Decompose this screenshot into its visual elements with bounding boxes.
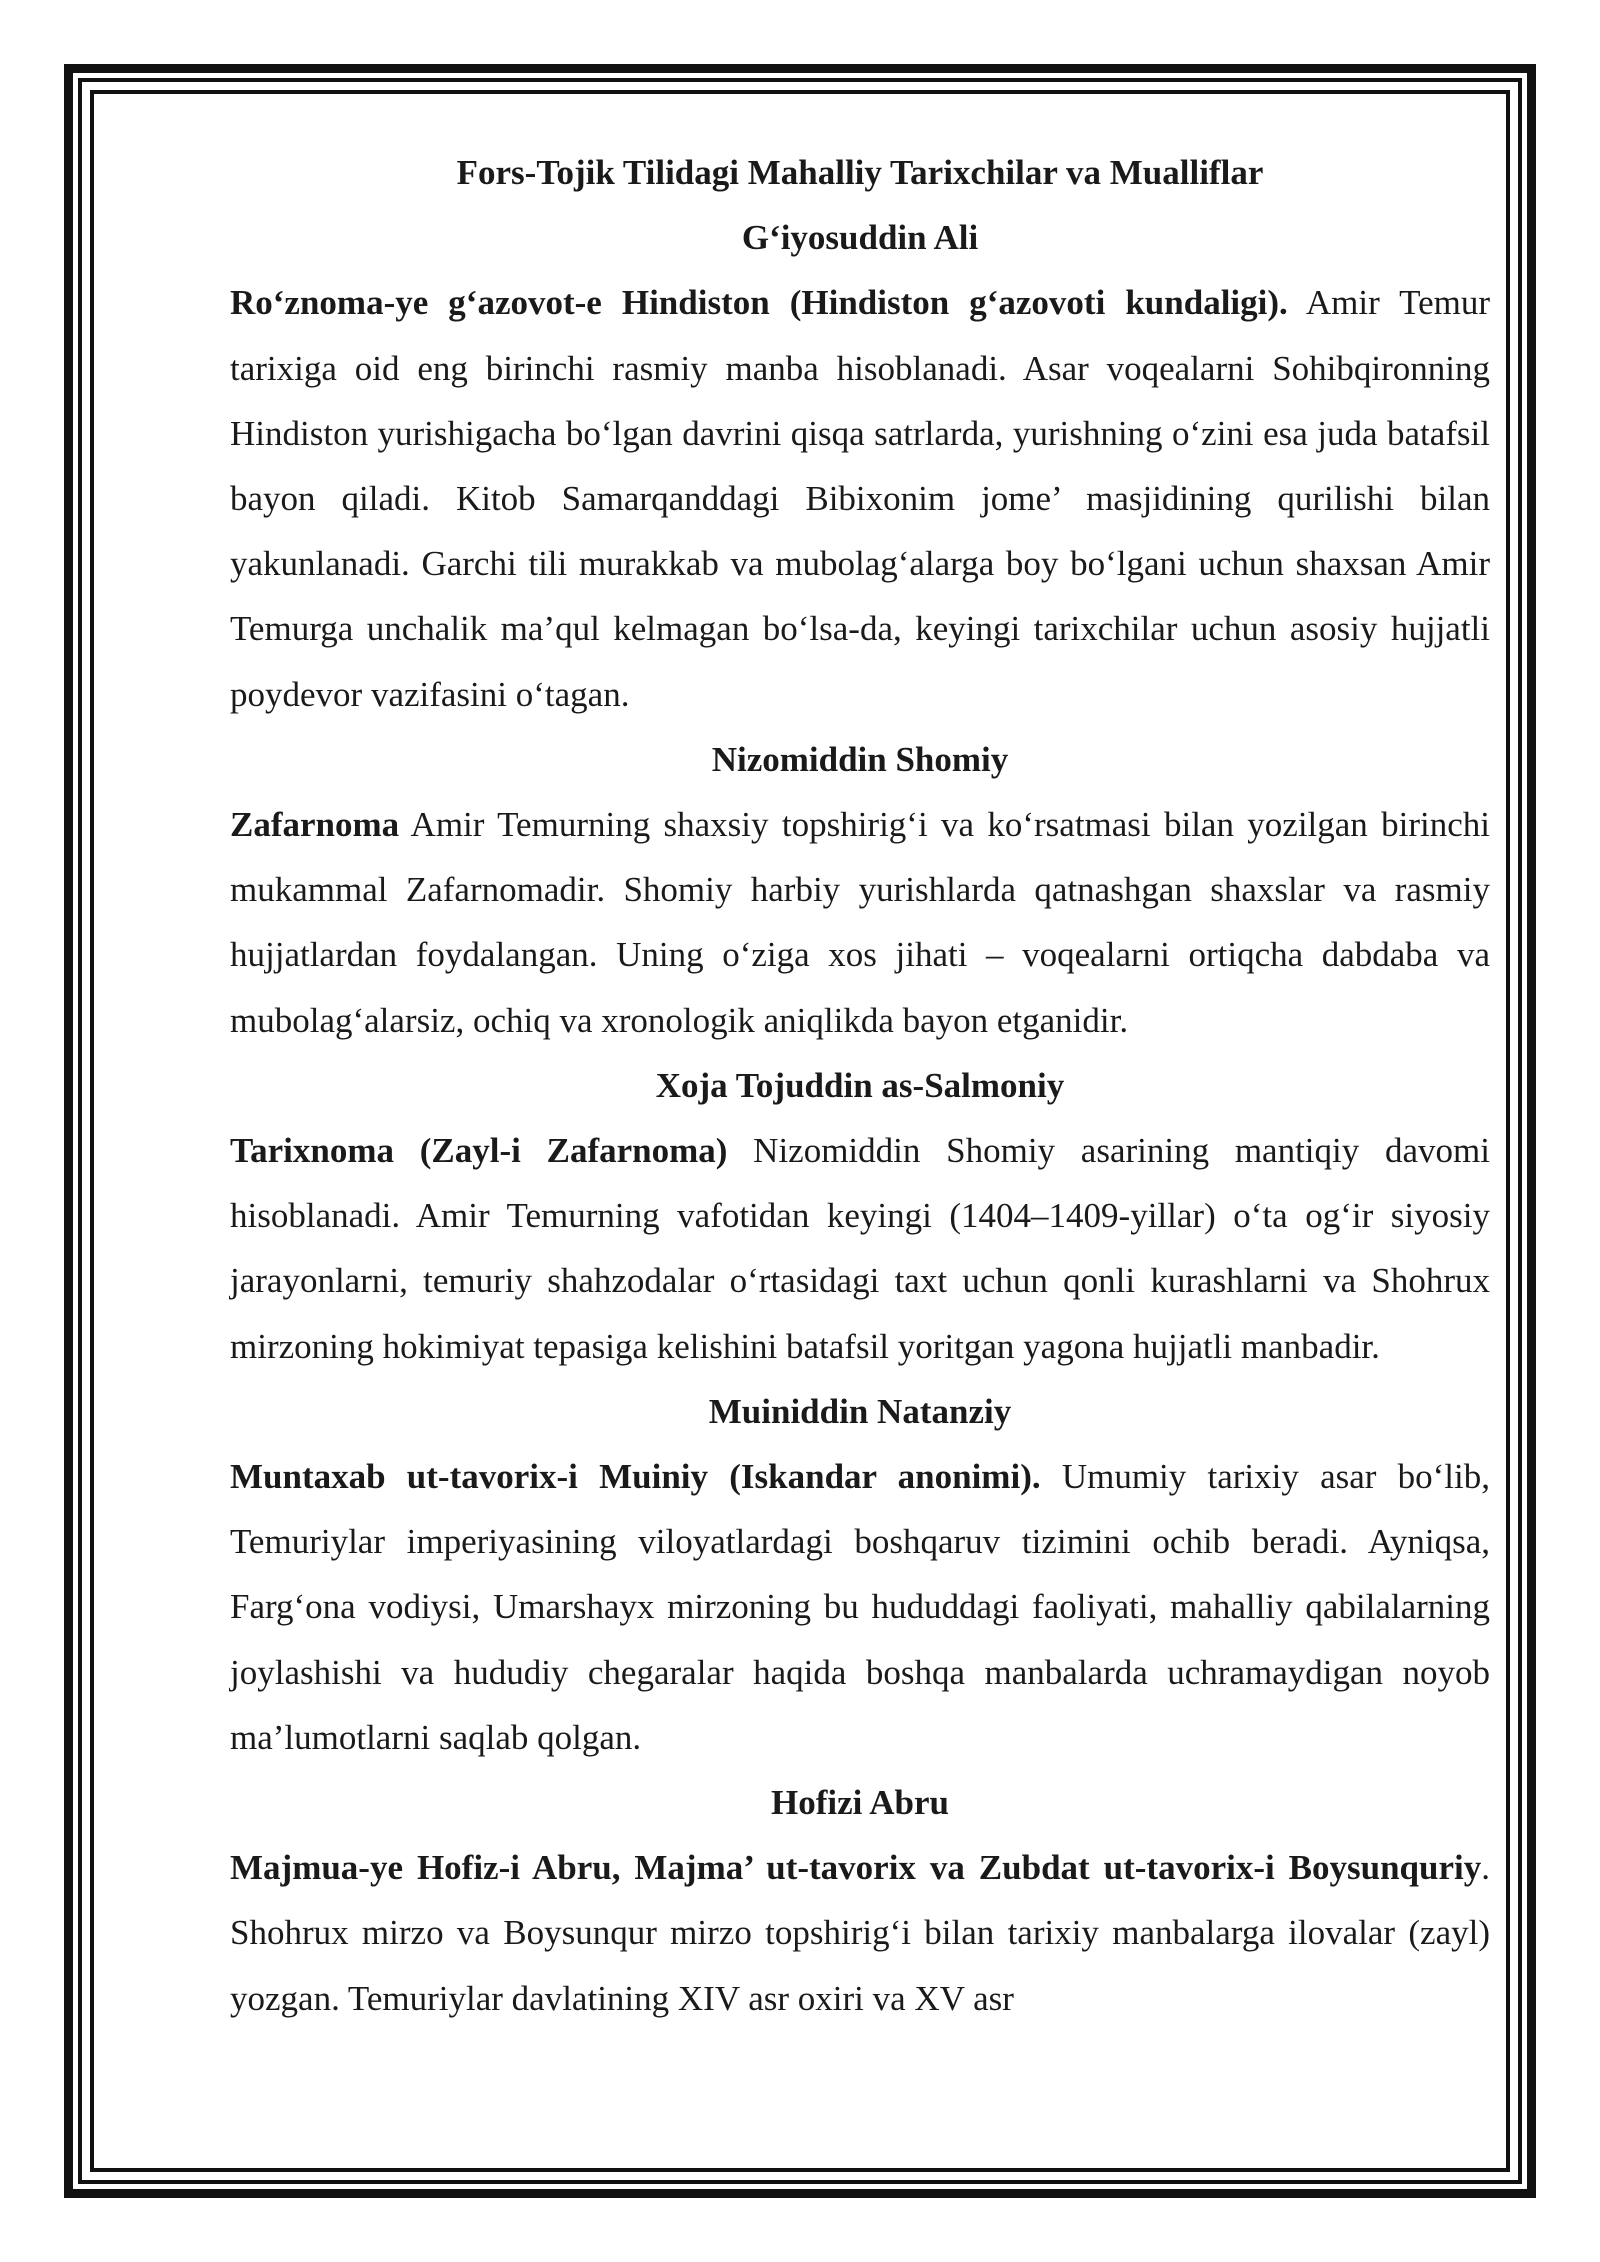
author-heading-muiniddin-natanziy: Muiniddin Natanziy: [708, 1391, 1012, 1431]
document-title: Fors-Tojik Tilidagi Mahalliy Tarixchilar va Mualliflar: [456, 153, 1264, 192]
work-title: Tarixnoma (Zayl-i Zafarnoma): [230, 1131, 728, 1171]
paragraph-hofizi-abru: [230, 1835, 1490, 2031]
work-title: Ro‘znoma-ye g‘azovot-e Hindiston (Hindiston g‘azovoti kundaligi).: [230, 283, 1288, 323]
work-title: Muntaxab ut-tavorix-i Muiniy (Iskandar anonimi).: [230, 1457, 1041, 1497]
document-body: [230, 140, 1490, 2031]
paragraph-giyosuddin-ali: [230, 270, 1490, 726]
paragraph-text: Amir Temurning shaxsiy topshirig‘i va ko‘rsatmasi bilan yozilgan birinchi mukammal Zafarnomadir. Shomiy harbiy yurishlarda qatnashgan shaxslar va rasmiy hujjatlardan foydalangan. Uning o‘ziga xos jihati – voqealarni ortiqcha dabdaba va mubolag‘alarsiz, ochiq va xronologik aniqlikda bayon etganidir.: [230, 805, 1490, 1040]
author-heading-hofizi-abru: Hofizi Abru: [771, 1783, 949, 1823]
paragraph-text: Umumiy tarixiy asar bo‘lib, Temuriylar imperiyasining viloyatlardagi boshqaruv tizimini ochib beradi. Ayniqsa, Farg‘ona vodiysi, Umarshayx mirzoning bu hududdagi faoliyati, mahalliy qabilalarning joylashishi va hududiy chegaralar haqida boshqa manbalarda uchramaydigan noyob ma’lumotlarni saqlab qolgan.: [230, 1457, 1490, 1757]
paragraph-text: Amir Temur tarixiga oid eng birinchi rasmiy manba hisoblanadi. Asar voqealarni Sohibqironning Hindiston yurishigacha bo‘lgan davrini qisqa satrlarda, yurishning o‘zini esa juda batafsil bayon qiladi. Kitob Samarqanddagi Bibixonim jome’ masjidining qurilishi bilan yakunlanadi. Garchi tili murakkab va mubolag‘alarga boy bo‘lgani uchun shaxsan Amir Temurga unchalik ma’qul kelmagan bo‘lsa-da, keyingi tarixchilar uchun asosiy hujjatli poydevor vazifasini o‘tagan.: [230, 283, 1490, 714]
work-title: Majmua-ye Hofiz-i Abru, Majma’ ut-tavorix va Zubdat ut-tavorix-i Boysunquriy: [230, 1848, 1482, 1888]
paragraph-text: Nizomiddin Shomiy asarining mantiqiy davomi hisoblanadi. Amir Temurning vafotidan keyingi (1404–1409-yillar) o‘ta og‘ir siyosiy jarayonlarni, temuriy shahzodalar o‘rtasidagi taxt uchun qonli kurashlarni va Shohrux mirzoning hokimiyat tepasiga kelishini batafsil yoritgan yagona hujjatli manbadir.: [230, 1131, 1490, 1366]
author-heading-xoja-tojuddin: Xoja Tojuddin as-Salmoniy: [655, 1065, 1065, 1105]
author-heading-nizomiddin-shomiy: Nizomiddin Shomiy: [711, 739, 1009, 779]
author-heading-giyosuddin-ali: G‘iyosuddin Ali: [741, 218, 979, 258]
paragraph-xoja-tojuddin: [230, 1118, 1490, 1379]
paragraph-nizomiddin-shomiy: [230, 792, 1490, 1053]
paragraph-text: . Shohrux mirzo va Boysunqur mirzo topshirig‘i bilan tarixiy manbalarga ilovalar (zayl) yozgan. Temuriylar davlatining XIV asr oxiri va XV asr: [230, 1848, 1490, 2018]
paragraph-muiniddin-natanziy: [230, 1444, 1490, 1770]
work-title: Zafarnoma: [230, 805, 400, 845]
